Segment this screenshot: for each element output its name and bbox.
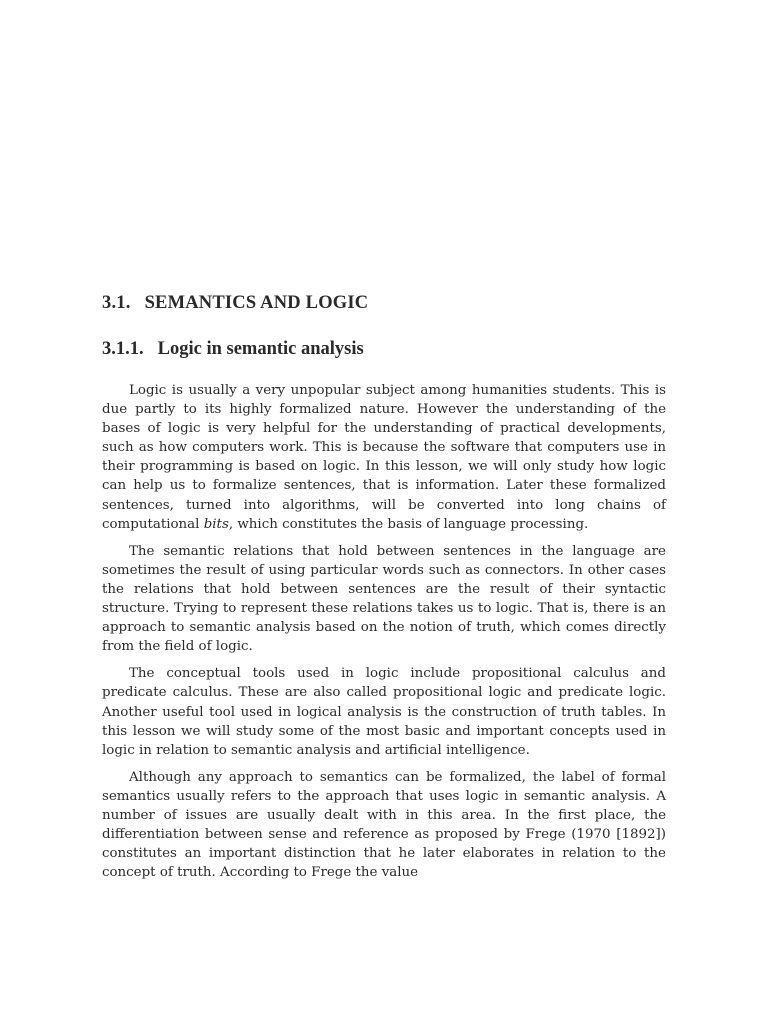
section-heading (102, 290, 666, 316)
paragraph-1 (102, 381, 666, 534)
section-number: 3.1. (102, 293, 131, 313)
subsection-heading (102, 336, 666, 362)
subsection-title: Logic in semantic analysis (157, 339, 364, 359)
paragraph-1-italic-term: bits (203, 516, 229, 532)
subsection-number: 3.1.1. (102, 339, 144, 359)
paragraph-1-text-end: , which constitutes the basis of language processing. (228, 516, 589, 532)
paragraph-1-text-start: Logic is usually a very unpopular subject among humanities students. This is due partly to its highly formalized nature. However the understanding of the bases of logic is very helpful for the understanding of practical developments, such as how computers work. This is because the software that computers use in their programming is based on logic. In this lesson, we will only study how logic can help us to formalize sentences, that is information. Later these formalized sentences, turned into algorithms, will be converted into long chains of computational (102, 383, 666, 532)
paragraph-4: Although any approach to semantics can be formalized, the label of formal semantics usually refers to the approach that uses logic in semantic analysis. A number of issues are usually dealt with in this area. In the first place, the differentiation between sense and reference as proposed by Frege (1970 [1892]) constitutes an important distinction that he later elaborates in relation to the concept of truth. According to Frege the value (102, 769, 666, 881)
paragraph-2: The semantic relations that hold between sentences in the language are sometimes the result of using particular words such as connectors. In other cases the relations that hold between sentences are the result of their syntactic structure. Trying to represent these relations takes us to logic. That is, there is an approach to semantic analysis based on the notion of truth, which comes directly from the field of logic. (102, 543, 666, 655)
page-content (102, 290, 666, 890)
section-title: SEMANTICS AND LOGIC (144, 293, 369, 313)
paragraph-3: The conceptual tools used in logic include propositional calculus and predicate calculus. These are also called propositional logic and predicate logic. Another useful tool used in logical analysis is the construction of truth tables. In this lesson we will study some of the most basic and important concepts used in logic in relation to semantic analysis and artificial intelligence. (102, 666, 666, 758)
